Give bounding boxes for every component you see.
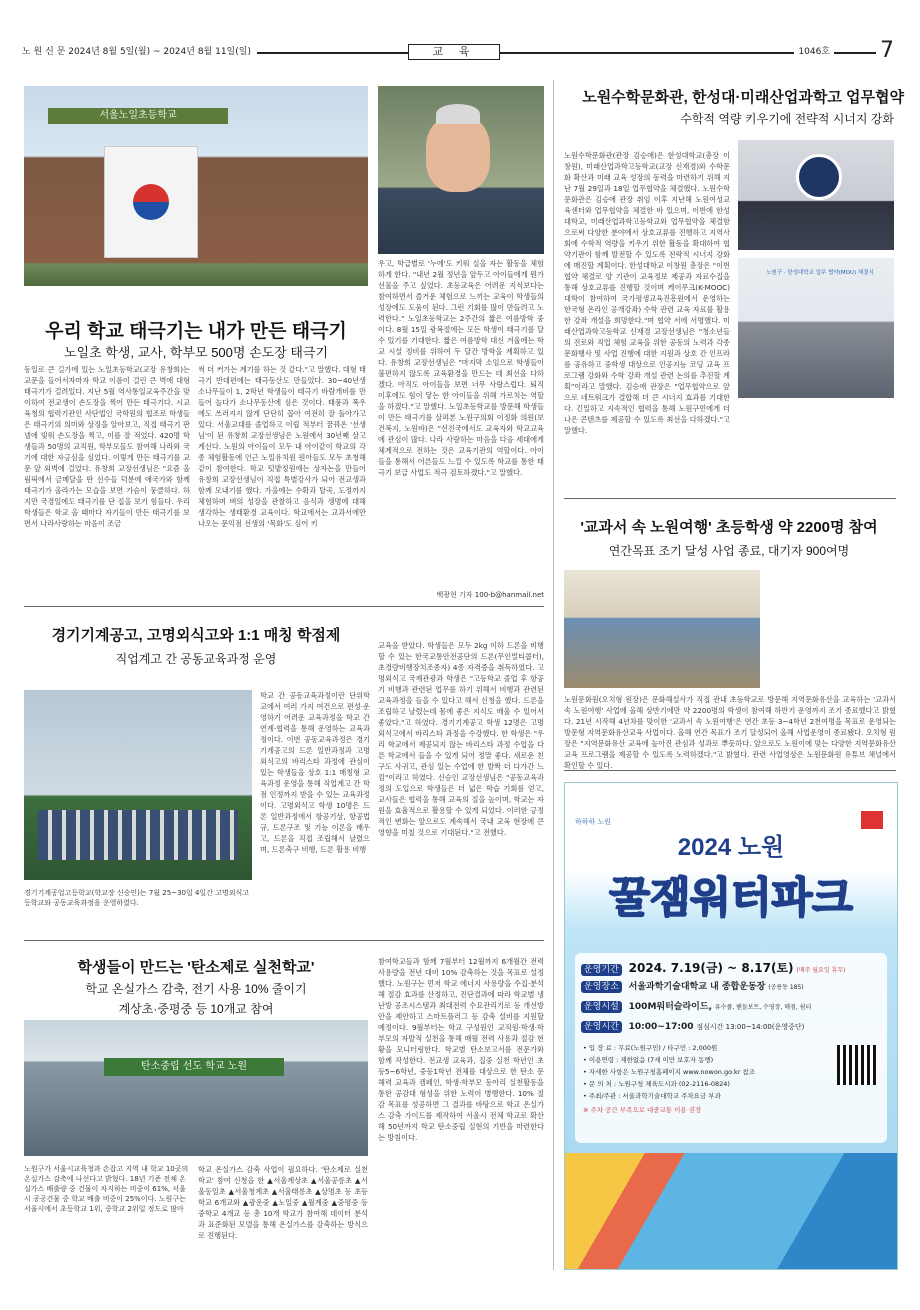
ad-row-period [581,959,846,976]
principal-portrait-photo [378,86,544,254]
article1-subtitle: 노일초 학생, 교사, 학부모 500명 손도장 태극기 [63,345,329,360]
ad-year-title: 2024 노원 [677,834,785,861]
ad-notice: ※ 주차 공간 부족으로 대중교통 이용 권장 [583,1106,702,1114]
mou-signing-photo-2 [738,258,894,398]
article4-col2: 교육을 받았다. 학생들은 모두 2kg 이하 드론을 비행할 수 있는 한국교통안전공단의 드론(무인멀티콥터), 초경량비행장치조종자) 4종 자격증을 취득하였다. 고명외식고 국제관광과 학생은 "고등학교 졸업 후 항공기 비행과 관련된 업무를 하기 위해서 비행과 관련된 교육과정을 들을 수 있다고 해서 신청을 했다. 드론을 조립하고 날렸는데 몸에 좋은 지식도 배울 수 있어서 좋았다."고 하였다. 경기기계공고 학생 12명은 고명외식고에서 바리스타 과정을 수강했다. 한 학생은 "우리 학교에서 제공되지 않는 바리스타 과정 수업을 다른 학교에서 들을 수 있게 되어 정말 좋다. 새로운 친구도 사귀고, 관심 있는 수업에 한 발짝 더 다가간 느낌"이라고 하였다. 신승인 교장선생님은 "공동교육과정의 도입으로 학생들은 더 넓은 학습 기회를 얻고, 교사들은 협력을 통해 교육의 질을 높이며, 학교는 자원을 효율적으로 활용할 수 있게 되었다. 이러한 긍정적인 변화는 앞으로도 계속해서 국내 교육 현장에 큰 영향을 미칠 것으로 기대된다."고 전했다. [378,641,544,837]
article5-subtitle2: 계상초·중평중 등 10개교 참여 [118,1002,274,1016]
label-period: 운영기간 [581,964,622,976]
article5-col1: 학교 온실가스 감축 사업이 필요하다. '탄소제로 실천학교' 참여 신청을 한 ▲서울계상초 ▲서울공릉초 ▲서울동일초 ▲서울청계초 ▲서울태릉초 ▲상명초 등 초등학교 6개교와 ▲광운중 ▲노일중 ▲월계중 ▲중평중 등 중학교 4개교 등 총 10개 학교가 참여해 데이터 분석과 표준화된 모델을 통해 온실가스를 감축하는 방식으로 진행된다. [198,1165,368,1240]
label-place: 운영장소 [581,981,622,993]
value-period: 2024. 7.19(금) ~ 8.17(토) [628,961,794,975]
label-hours: 운영시간 [581,1021,622,1033]
group-photo [24,1020,368,1156]
article4-caption: 경기기계공업고등학교(학교장 신승인)는 7월 25~30일 4일간 고명외식고등학교와 공동교육과정을 운영하였다. [24,889,249,907]
article1-col2: 씩 더 커가는 계기를 하는 것 같다."고 말했다. 대형 태극기 반대편에는 태극동산도 만들었다. 30~40년생 소나무들이 1, 2학년 학생들이 태극기 바람개비를 만들어 놀다가 소나무동산에 심은 것이다. 태풍과 폭우에도 쓰러지지 않게 단단히 꼽아 여전히 잘 돌아가고 있다. 서울교대를 졸업하고 이립 적부터 꿈꿔온 '선생님'이 된 유창희 교장선생님은 노원에서 30년째 살고 계신다. 노원의 아이들이 모두 내 아이같이 학교의 각종 체험활동에 인근 노일유치원 원아들도 모두 초청해 같이 참여한다. 학교 텃밭정원에는 상자논을 만들어 유창희 교장선생님이 직접 특별강사가 되어 전교생과 함께 모내기를 했다. 가을에는 수확과 탈곡, 도정까지 체험하며 벼의 성장을 관찰하고 음식과 생명에 대해 생각하는 생태환경 교육이다. 학교에서는 교과서에만 나오는 문익점 선생의 '목화'도 심어 키 [198,365,366,528]
ad-detail-3: • 자세한 사항은 노원구청홈페이지 www.nowon.go.kr 참조 [583,1068,756,1076]
article2-body-cont [738,404,894,484]
ad-row-facilities [581,999,811,1012]
article5-col2: 참여학교들과 함께 7월부터 12월까지 6개월간 전력사용량을 전년 대비 10% 감축하는 것을 목표로 설정했다. 노원구는 먼저 학교 에너지 사용량을 수집·분석해 절감 효과를 산정하고, 진단결과에 따라 학교별 냉난방 공조시스템과 최대전력 수요관리기로 등 개선방안을 제안하고 스마트플러그 등 감축 설비를 지원할 예정이다. 9월부터는 학교 구성원인 교직원·학생·학부모의 자발적 실천을 통해 매월 전력 사용과 절감 현황을 모니터링한다. 학교별 탄소보고서를 전문가와 함께 작성한다. 전교생 교육과, 집중 실천 학년인 초등5~6학년, 중등1학년 전체를 대상으로 한 탄소 문해력 교육과 캠페인, 학생·학부모 동아리 실천활동을 통한 공감대 형성을 위한 노력이 병행한다. 10% 절감 목표를 성공하면 그 결과를 바탕으로 학교 온실가스 감축 가이드를 제작하여 서울시 전체 학교로 확산해 50년까지 학교 탄소중립 실현의 기반을 마련한다는 방침이다. [378,957,544,1142]
ad-main-title: 꿀잼워터파크 [609,874,853,921]
taegukgi-banner [104,146,198,258]
article1-byline: 백광현 기자 100-b@hanmail.net [436,591,544,599]
waterpark-ad [564,782,898,1270]
article4-title: 경기기계공고, 고명외식고와 1:1 매칭 학점제 [51,627,341,644]
note-period: (매주 월요일 휴무) [796,967,846,974]
ad-row-hours [581,1019,804,1032]
article5-title: 학생들이 만드는 '탄소제로 실천학교' [77,959,315,976]
article2-body: 노원수학문화관(관장 김승애)은 한성대학교(총장 이창원), 미래산업과학고등학교(교장 신재경)와 수학문화 확산과 미래 교육 성장의 동력을 마련하기 위해 지난 7월 29일과 18일 업무협약을 체결했다. 노원수학문화관은 김승애 관장 취임 이후 지난해 노원여성교육센터와 업무협약을 체결한 바 있으며, 이번에 한성대학교, 미래산업과학고등학교와 업무협약을 체결함으로써 다양한 분야에서 상호교류를 진행하고 지역사회에 수학적 역량을 키우기 위한 활동을 확대하여 협약기관이 함께 발전할 수 있도록 전략적 시너지 강화에 매진할 계획이다. 한성대학교 이창원 총장은 "이번 협약 체결로 양 기관이 교육정보 제공과 자료수집을 통해 상호교류를 진행할 것이며 케이무크(K-MOOC) 대학이 참여하여 국가평생교육진흥원에서 운영하는 한국형 온라인 공개강좌) 수학 관련 교육 자료를 활용한 강좌 개설을 희망한다."며 협약 서에 서명했다. 미래산업과학고등학교 신재경 교장선생님은 "청소년들의 진로와 직업 체험 교육을 위한 공동의 노력과 각종 문화행사 및 사업 진행에 대한 지원과 상호 간 인프라를 공유하고 중학생 대상으로 인공지능 코딩 교육 프로그램 강화와 수학 강좌 개설 관련 논의를 추진할 계획"이라고 말했다. 김승애 관장은 "업무협약으로 앞으로 네트워크가 결합해 더 큰 시너지 효과를 기대한다. 긴밀하고 지속적인 협력을 통해 노원구민에게 더 나은 콘텐츠를 제공할 수 있도록 최선을 다하겠다."고 말했다. [564,151,730,435]
article3-body: 노원문화원(오치형 원장)은 문화해설사가 직접 관내 초등학교로 방문해 지역문화유산을 교육하는 '교과서 속 노원여행' 사업에 올해 상반기에만 약 2200명의 학생이 참여해 하반기 운영까지 조기 종료했다고 밝혔다. 21년 시작해 4년차를 맞이한 '교과서 속 노원여행'은 연간 초등 3~4학년 2천여명을 목표로 운영되는 방문형 지역문화유산교육 사업이다. 올해 연간 목표가 조기 달성되어 올해 사업운영이 종료됐다. 오치형 원장은 "지역문화유산 교육에 높아진 관심과 성과로 뿌듯하다. 앞으로도 노원이에 맞는 다양한 지역문화유산교육 프로그램을 제공할 수 있도록 노력하겠다."고 밝혔다. 관련 사업영상은 노원문화원 유튜브 채널에서 확인할 수 있다. [564,695,896,770]
value-hours: 10:00~17:00 [628,1022,694,1032]
school-building-photo [24,86,368,286]
classroom-photo [564,570,760,688]
article3-title: '교과서 속 노원여행' 초등학생 약 2200명 참여 [580,519,878,536]
page-header [22,38,894,63]
ad-info-box [575,953,887,1143]
issue-number: 1046호 [794,44,834,60]
school-sign: 서울노일초등학교 [48,108,228,124]
drone-class-photo [24,690,252,880]
value-place: 서울과학기술대학교 내 종합운동장 [628,982,766,992]
ad-detail-1: • 입 장 료 : 무료(노원구민) / 타구민 : 2,000원 [583,1044,718,1052]
label-facilities: 운영시설 [581,1001,622,1013]
section-label: 교 육 [408,44,500,60]
ad-row-place [581,979,804,992]
water-slide-illustration [565,1153,897,1269]
ad-detail-5: • 주최/주관 : 서울과학기술대학교 주차요금 부과 [583,1092,721,1100]
note-facilities: 유수풀, 헨들보트, 수영장, 매점, 쉼터 [714,1004,812,1011]
mou-banner: 노원구 · 한성대학교 업무 협약(MOU) 체결식 [766,270,874,276]
note-place: (공릉동 185) [768,984,804,991]
nowon-logo: 하하하 노원 [575,818,612,826]
article3-subtitle: 연간목표 조기 달성 사업 종료, 대기자 900여명 [608,544,850,558]
ad-detail-2: • 이용연령 : 제한없음 (7세 이만 보호자 동행) [583,1056,714,1064]
article4-subtitle: 직업계고 간 공동교육과정 운영 [115,652,277,666]
note-hours: 점심시간 13:00~14:00(운영중단) [696,1023,805,1031]
article4-col1: 학교 간 공동교육과정이란 단위학교에서 여러 가지 여건으로 편성·운영하기 어려운 교육과정을 학교 간 연계·협력을 통해 운영하는 교육과정이다. 이번 공동교육과정은 경기기계공고의 드론 일반과정과 고명외식고의 바리스타 과정에 관심이 있는 학생들을 상호 1:1 매칭형 교육과정 운영을 통해 직업계고 간 학점 인정까지 받을 수 있는 교육과정이다. 고명외식고 학생 10명은 드론 일반과정에서 항공기상, 항공법규, 드론구조 및 기능 이론을 배우고, 드론을 직접 조립해서 날렸으며, 드론축구 비행, 드론 활용 비행 [260,691,370,854]
carbon-banner: 탄소중립 선도 학교 노원 [104,1058,284,1076]
article2-subtitle: 수학적 역량 키우기에 전략적 시너지 강화 [680,112,894,126]
article2-title: 노원수학문화관, 한성대·미래산업과학고 업무협약 [582,89,904,106]
page-number: 7 [876,38,894,63]
qr-code-icon [837,1045,877,1085]
article5-subtitle1: 학교 온실가스 감축, 전기 사용 10% 줄이기 [85,982,307,996]
paper-date: 노 원 신 문 2024년 8월 5일(월) ~ 2024년 8월 11일(일) [22,44,257,60]
article1-col3: 우고, 학급별로 '누에'도 키워 실을 자는 활동을 체험하게 한다. "내년 2월 정년을 앞두고 아이들에게 뭔가 선물을 주고 싶었다. 초등교육은 어려운 지식보다는 참여하면서 즐거운 체험으로 느끼는 교육이 학생들의 성장에도 도움이 된다. 그런 기회를 많이 만들려고 노력한다." 노일초등학교는 2주간의 짧은 여름방학 중이다. 8월 15일 광복절에는 모든 학생이 태극기를 달 수 있기를 기대한다. 짧은 여름방학 대신 겨울에는 학교 시설 정비를 위하여 두 달간 방학을 계획하고 있다. 유창희 교장선생님은 "마지막 소임으로 학생들이 불편하지 않도록 교육환경을 만드는 데 최선을 다하겠다. 아직도 아이들을 보면 너무 사랑스럽다. 퇴직 이후에도 힘이 닿는 한 아이들을 위해 가르치는 역할을 하겠다."고 말했다. 노일초등학교를 방문해 학생들이 만든 태극기를 살펴본 노원구의회 이정화 의원(보건복지, 노원바)은 "선진국에서도 교육자와 학교교육에 관심이 많다. 나라 사랑하는 마음을 다음 세대에게 체계적으로 전하는 것은 교육기관의 역할이다. 아이들을 통해서 어른들도 느낄 수 있도록 학교를 통한 태극기 보급 사업도 적극 검토하겠다."고 말했다. [378,259,544,477]
ad-detail-4: • 문 의 처 : 노원구청 체육도시과 (02-2116-0824) [583,1080,730,1088]
article1-col1: 동일로 큰 길가에 있는 노일초등학교(교장 유창희)는 교문을 들어서자마자 학교 이름이 걸린 큰 벽에 대형 태극기가 걸려있다. 지난 5월 역사통일교육주간을 맞이하여 전교생이 손도장을 찍어 만든 태극기다. 시교육청의 협력기관인 사단법인 국학원의 협조로 학생들은 태극기의 의미와 상징을 알아보고, 직접 태극기 판넬에 빛워 손도장을 찍고, 이를 잘 적었다. 420명 학생들과 50명의 교직원, 학부모들도 참여해 나라와 국기에 대한 자긍심을 심었다. 이렇게 만든 태극기를 교문 앞 외벽에 걸었다. 유창희 교장선생님은 "요즘 올림픽에서 금메달을 딴 선수들 덕분에 애국가와 함께 태극기가 올라가는 모습을 보면 가슴이 뭉클하다. 하지만 국경일에도 태극기를 단 집을 보기 힘들다. 우리 학생들은 학교 올 때마다 자기들이 만든 태극기를 보면서 나라사랑하는 마음이 조금 [24,365,190,528]
mou-signing-photo-1 [738,140,894,250]
article1-title: 우리 학교 태극기는 내가 만든 태극기 [45,321,347,342]
article5-caption: 노원구가 서울시교육청과 손잡고 지역 내 학교 10곳의 온실가스 감축에 나선다고 밝혔다. 18년 기준 전체 온실가스 배출량 중 건물이 차지하는 비중이 61%, 서울시 공공건물 중 학교 배출 비중이 25%이다. 노원구는 서울시에서 초등학교 1위, 중학교 2위일 정도로 많아 [24,1165,189,1213]
value-facilities: 100M워터슬라이드, [628,1002,712,1012]
